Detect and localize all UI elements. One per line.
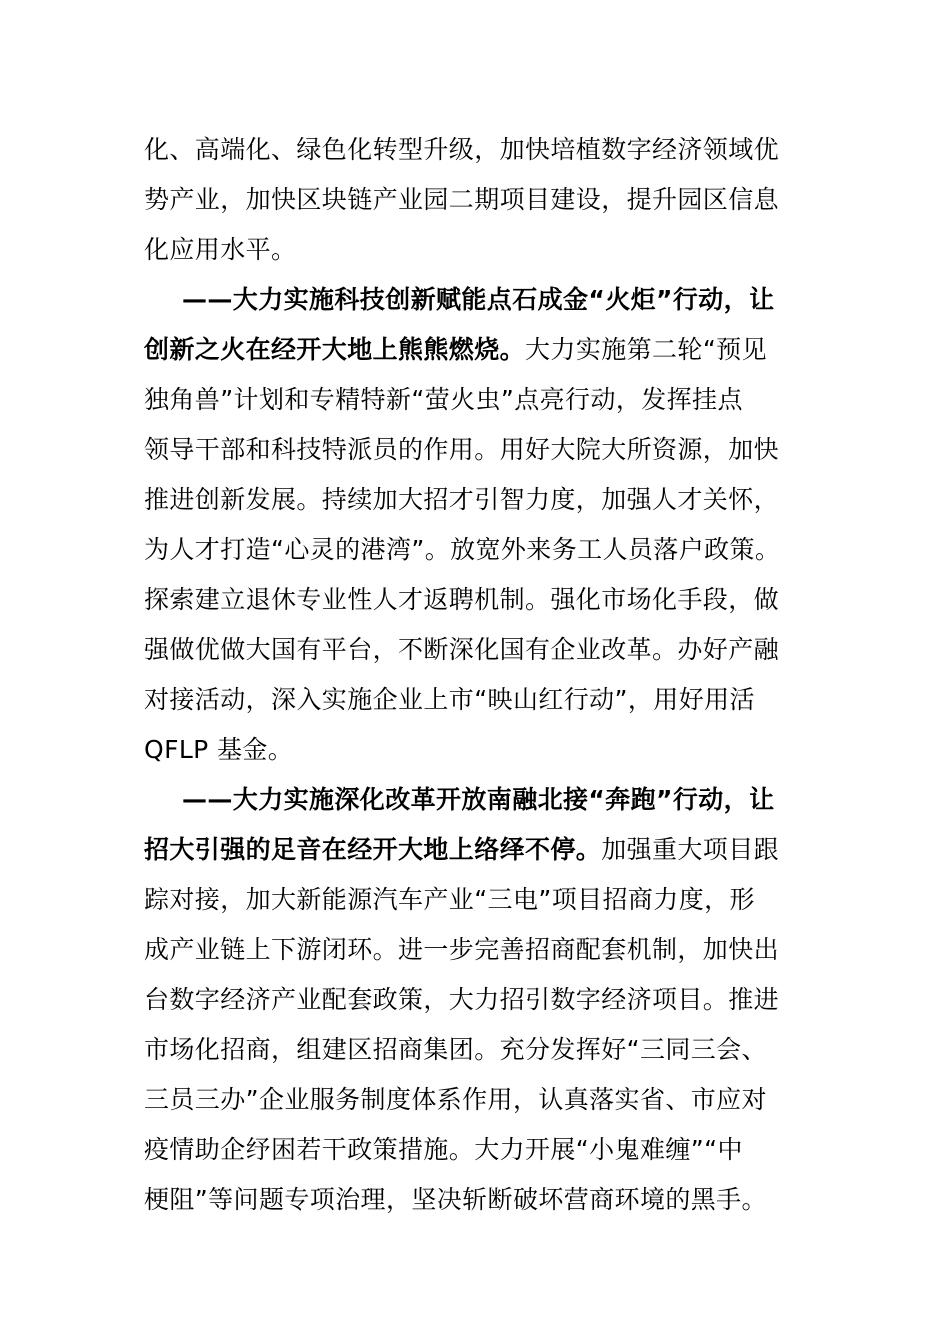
text-line: [144, 1075, 767, 1125]
text-run: 市场化招商，组建区招商集团。充分发挥好“三同三会、: [144, 1035, 767, 1064]
text-run: 强做优做大国有平台，不断深化国有企业改革。办好产融: [144, 635, 780, 664]
text-line: [144, 325, 767, 375]
text-line: [144, 175, 779, 225]
text-run: 势产业，加快区块链产业园二期项目建设，提升园区信息: [144, 185, 780, 214]
text-line: [144, 525, 780, 575]
text-run: 梗阻”等问题专项治理，坚决斩断破坏营商环境的黑手。: [144, 1185, 767, 1214]
text-run: 领导干部和科技特派员的作用。用好大院大所资源，加快: [144, 435, 780, 464]
text-line: [144, 475, 779, 525]
text-line: [144, 1175, 767, 1225]
text-run: 为人才打造“心灵的港湾”。放宽外来务工人员落户政策。: [144, 535, 781, 564]
text-run: 独角兽”计划和专精特新“萤火虫”点亮行动，发挥挂点: [144, 385, 743, 414]
text-run: 对接活动，深入实施企业上市“映山红行动”，用好用活: [144, 685, 755, 714]
text-run: 三员三办”企业服务制度体系作用，认真落实省、市应对: [144, 1085, 767, 1114]
bold-text-run: ——大力实施科技创新赋能点石成金“火炬”行动，让: [182, 285, 775, 314]
bold-text-run: 招大引强的足音在经开大地上络绎不停。: [144, 835, 602, 864]
section-heading-line: [182, 775, 774, 825]
text-line: [144, 725, 293, 775]
text-line: [144, 225, 296, 275]
text-line: [144, 1125, 743, 1175]
text-line: [144, 575, 779, 625]
text-line: [144, 375, 743, 425]
text-run: 探索建立退休专业性人才返聘机制。强化市场化手段，做: [144, 585, 780, 614]
text-run: 疫情助企纾困若干政策措施。大力开展“小鬼难缠”“中: [144, 1135, 743, 1164]
text-run: 化应用水平。: [144, 235, 297, 264]
text-run: 加强重大项目跟: [601, 835, 780, 864]
text-line: [144, 625, 779, 675]
text-line: [144, 975, 779, 1025]
bold-text-run: ——大力实施深化改革开放南融北接“奔跑”行动，让: [182, 785, 775, 814]
text-run: 台数字经济产业配套政策，大力招引数字经济项目。推进: [144, 985, 780, 1014]
text-line: [144, 1025, 767, 1075]
section-heading-line: [182, 275, 774, 325]
text-run: 大力实施第二轮“预见: [525, 335, 767, 364]
text-run: 化、高端化、绿色化转型升级，加快培植数字经济领域优: [144, 135, 780, 164]
text-run: QFLP 基金。: [144, 735, 294, 764]
text-line: [144, 875, 755, 925]
text-run: 踪对接，加大新能源汽车产业“三电”项目招商力度，形: [144, 885, 755, 914]
text-line: [144, 925, 779, 975]
text-line: [144, 425, 779, 475]
text-line: [144, 125, 779, 175]
text-line: [144, 825, 779, 875]
text-run: 推进创新发展。持续加大招才引智力度，加强人才关怀，: [144, 485, 780, 514]
bold-text-run: 创新之火在经开大地上熊熊燃烧。: [144, 335, 526, 364]
text-run: 成产业链上下游闭环。进一步完善招商配套机制，加快出: [144, 935, 780, 964]
text-line: [144, 675, 755, 725]
